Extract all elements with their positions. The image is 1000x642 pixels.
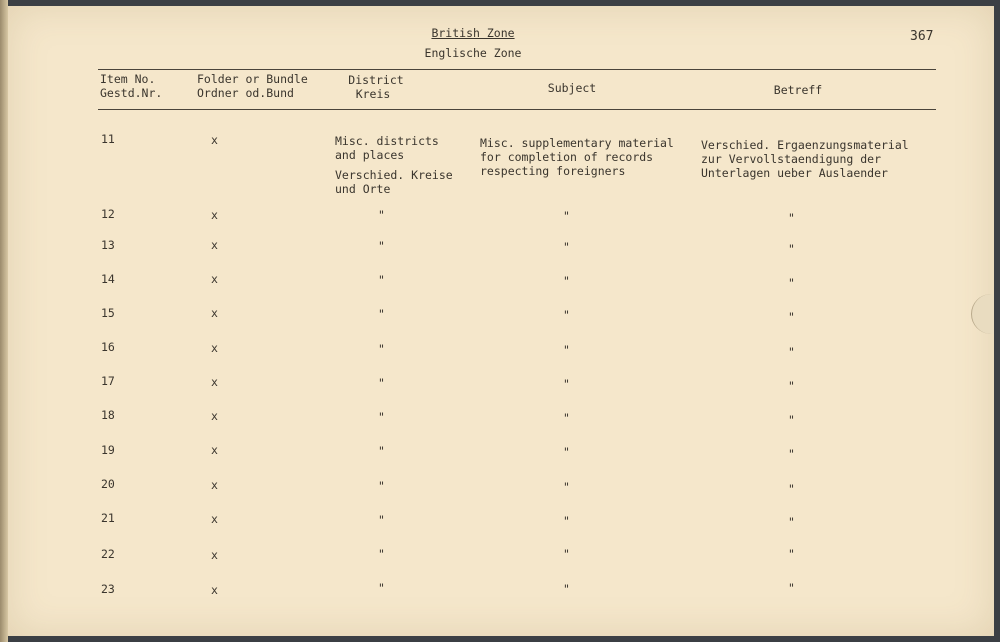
item-number: 18 [101, 408, 115, 422]
subject-line1: Misc. supplementary material [480, 136, 674, 150]
district-ditto: " [378, 376, 385, 390]
item-number: 12 [101, 207, 115, 221]
subject-ditto: " [563, 209, 570, 223]
betreff-ditto: " [788, 242, 795, 256]
index-tab-notch [971, 294, 994, 334]
document-page [8, 6, 994, 636]
betreff-ditto: " [788, 447, 795, 461]
folder-mark: x [211, 443, 218, 457]
district-ditto: " [378, 513, 385, 527]
page-number: 367 [910, 29, 934, 44]
betreff-line2: zur Vervollstaendigung der [701, 152, 882, 166]
betreff-ditto: " [788, 276, 795, 290]
folder-mark: x [211, 208, 218, 222]
subject-ditto: " [563, 514, 570, 528]
district-ditto: " [378, 273, 385, 287]
item-number: 13 [101, 238, 115, 252]
item-number: 17 [101, 374, 115, 388]
district-ditto: " [378, 410, 385, 424]
folder-mark: x [211, 583, 218, 597]
item-number: 21 [101, 511, 115, 525]
district-en-line2: and places [335, 148, 405, 162]
betreff-ditto: " [788, 547, 795, 561]
district-ditto: " [378, 479, 385, 493]
district-de-line2: und Orte [335, 182, 391, 196]
district-ditto: " [378, 342, 385, 356]
betreff-ditto: " [788, 413, 795, 427]
subject-ditto: " [563, 547, 570, 561]
betreff-ditto: " [788, 379, 795, 393]
folder-mark: x [211, 272, 218, 286]
col-district-en: District [348, 73, 404, 87]
page-binding-edge [0, 0, 8, 642]
item-number: 22 [101, 547, 115, 561]
betreff-ditto: " [788, 310, 795, 324]
item-number: 15 [101, 306, 115, 320]
header-bottom-rule [98, 109, 936, 110]
betreff-line3: Unterlagen ueber Auslaender [701, 166, 888, 180]
item-number: 20 [101, 477, 115, 491]
subject-ditto: " [563, 445, 570, 459]
district-ditto: " [378, 444, 385, 458]
district-en-line1: Misc. districts [335, 134, 439, 148]
col-subject: Subject [547, 81, 597, 95]
betreff-line1: Verschied. Ergaenzungsmaterial [701, 138, 909, 152]
folder-mark: x [211, 341, 218, 355]
betreff-ditto: " [788, 345, 795, 359]
district-ditto: " [378, 581, 385, 595]
district-ditto: " [378, 239, 385, 253]
folder-mark: x [211, 409, 218, 423]
betreff-ditto: " [788, 515, 795, 529]
folder-mark: x [211, 512, 218, 526]
folder-mark: x [211, 238, 218, 252]
subject-ditto: " [563, 480, 570, 494]
subject-ditto: " [563, 240, 570, 254]
folder-mark: x [211, 478, 218, 492]
folder-mark: x [211, 375, 218, 389]
subject-line2: for completion of records [480, 150, 654, 164]
item-number: 23 [101, 582, 115, 596]
subject-line3: respecting foreigners [480, 164, 626, 178]
subject-ditto: " [563, 274, 570, 288]
zone-title-de: Englische Zone [424, 46, 522, 60]
col-item-en: Item No. [100, 72, 156, 86]
district-ditto: " [378, 208, 385, 222]
col-folder-en: Folder or Bundle [197, 72, 308, 86]
subject-ditto: " [563, 377, 570, 391]
subject-ditto: " [563, 308, 570, 322]
item-number: 16 [101, 340, 115, 354]
col-item-de: Gestd.Nr. [100, 86, 163, 100]
betreff-ditto: " [788, 482, 795, 496]
col-district-de: Kreis [355, 87, 391, 101]
header-top-rule [98, 69, 936, 70]
item-number: 14 [101, 272, 115, 286]
zone-title-en: British Zone [431, 26, 515, 40]
betreff-ditto: " [788, 581, 795, 595]
district-ditto: " [378, 547, 385, 561]
folder-mark: x [211, 306, 218, 320]
district-ditto: " [378, 307, 385, 321]
subject-ditto: " [563, 411, 570, 425]
folder-mark: x [211, 133, 218, 147]
col-betreff: Betreff [773, 83, 823, 97]
col-folder-de: Ordner od.Bund [197, 86, 294, 100]
district-de-line1: Verschied. Kreise [335, 168, 453, 182]
item-number: 19 [101, 443, 115, 457]
folder-mark: x [211, 548, 218, 562]
item-number: 11 [101, 132, 115, 146]
subject-ditto: " [563, 582, 570, 596]
subject-ditto: " [563, 343, 570, 357]
betreff-ditto: " [788, 211, 795, 225]
